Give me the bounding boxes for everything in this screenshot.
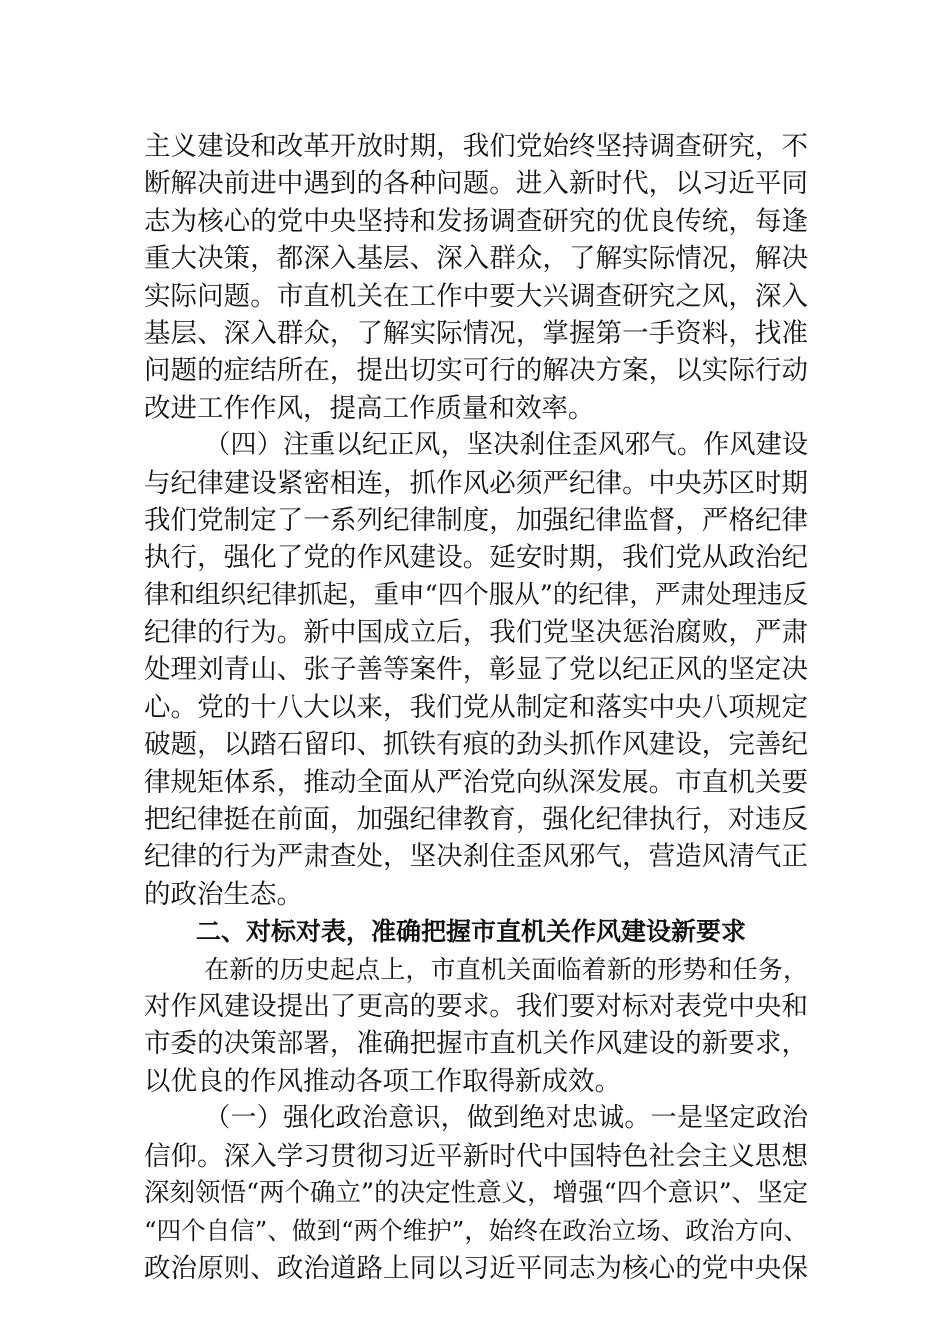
line-text: 执行，强化了党的作风建设。延安时期，我们党从政治纪 — [144, 542, 808, 574]
text-line — [144, 614, 808, 651]
text-line — [144, 1250, 808, 1287]
text-line — [144, 651, 808, 688]
line-text: 深刻领悟“两个确立”的决定性意义，增强“四个意识”、坚定 — [144, 1177, 808, 1208]
line-text: 信仰。深入学习贯彻习近平新时代中国特色社会主义思想 — [144, 1140, 808, 1172]
line-text: 把纪律挺在前面，加强纪律教育，强化纪律执行，对违反 — [144, 804, 808, 836]
text-line — [144, 278, 808, 315]
text-line — [144, 203, 808, 240]
text-line — [144, 1138, 808, 1175]
line-text: 市委的决策部署，准确把握市直机关作风建设的新要求， — [144, 1028, 808, 1060]
text-line — [144, 838, 808, 875]
text-line — [144, 1025, 808, 1062]
text-line — [144, 726, 808, 763]
line-text: 在新的历史起点上，市直机关面临着新的形势和任务， — [204, 954, 808, 984]
text-line — [144, 165, 808, 202]
text-line — [144, 1100, 808, 1137]
text-line — [144, 128, 808, 165]
text-line — [144, 988, 808, 1025]
text-line — [144, 240, 808, 277]
line-text: （一）强化政治意识，做到绝对忠诚。一是坚定政治 — [204, 1103, 808, 1134]
line-text: 纪律的行为严肃查处，坚决刹住歪风邪气，营造风清气正 — [144, 841, 808, 873]
line-text: 重大决策，都深入基层、深入群众，了解实际情况，解决 — [144, 243, 808, 275]
text-line — [144, 801, 808, 838]
line-text: “四个自信”、做到“两个维护”，始终在政治立场、政治方向、 — [144, 1216, 808, 1246]
line-text: 的政治生态。 — [144, 878, 303, 910]
text-line — [144, 1063, 808, 1100]
text-line — [144, 951, 808, 988]
line-text: 主义建设和改革开放时期，我们党始终坚持调查研究，不 — [144, 131, 808, 162]
line-text: 基层、深入群众，了解实际情况，掌握第一手资料，找准 — [144, 317, 808, 349]
text-line — [144, 1175, 808, 1212]
text-line — [144, 427, 808, 464]
text-line — [144, 352, 808, 389]
text-line — [144, 876, 808, 913]
text-line — [144, 390, 808, 427]
line-text: 问题的症结所在，提出切实可行的解决方案，以实际行动 — [144, 355, 808, 387]
line-text: 与纪律建设紧密相连，抓作风必须严纪律。中央苏区时期 — [144, 467, 808, 499]
section-heading — [144, 913, 808, 950]
line-text: 以优良的作风推动各项工作取得新成效。 — [144, 1065, 621, 1097]
line-text: 断解决前进中遇到的各种问题。进入新时代，以习近平同 — [144, 168, 808, 200]
line-text: 律规矩体系，推动全面从严治党向纵深发展。市直机关要 — [144, 766, 808, 798]
text-line — [144, 539, 808, 576]
document-page — [144, 128, 808, 1287]
text-line — [144, 764, 808, 801]
line-text: （四）注重以纪正风，坚决刹住歪风邪气。作风建设 — [204, 430, 808, 461]
line-text: 纪律的行为。新中国成立后，我们党坚决惩治腐败，严肃 — [144, 617, 808, 649]
line-text: 我们党制定了一系列纪律制度，加强纪律监督，严格纪律 — [144, 504, 808, 536]
text-line — [144, 1212, 808, 1249]
text-line — [144, 689, 808, 726]
line-text: 对作风建设提出了更高的要求。我们要对标对表党中央和 — [144, 990, 808, 1022]
line-text: 破题，以踏石留印、抓铁有痕的劲头抓作风建设，完善纪 — [144, 729, 808, 761]
text-line — [144, 577, 808, 614]
text-line — [144, 502, 808, 539]
line-text: 律和组织纪律抓起，重申“四个服从”的纪律，严肃处理违反 — [144, 579, 808, 610]
line-text: 处理刘青山、张子善等案件，彰显了党以纪正风的坚定决 — [144, 654, 808, 686]
text-line — [144, 465, 808, 502]
line-text: 改进工作作风，提高工作质量和效率。 — [144, 392, 595, 424]
line-text: 实际问题。市直机关在工作中要大兴调查研究之风，深入 — [144, 280, 808, 312]
line-text: 二、对标对表，准确把握市直机关作风建设新要求 — [196, 917, 747, 947]
text-line — [144, 315, 808, 352]
line-text: 政治原则、政治道路上同以习近平同志为核心的党中央保 — [144, 1252, 808, 1284]
line-text: 心。党的十八大以来，我们党从制定和落实中央八项规定 — [144, 691, 808, 723]
line-text: 志为核心的党中央坚持和发扬调查研究的优良传统，每逢 — [144, 205, 808, 237]
